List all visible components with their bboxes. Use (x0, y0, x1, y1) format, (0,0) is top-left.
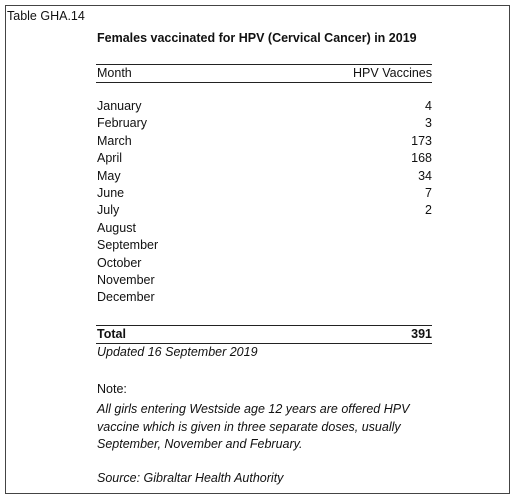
header-bottom-rule (96, 82, 432, 83)
table-row (97, 273, 432, 290)
row-value: 34 (418, 168, 432, 183)
header-top-rule (96, 64, 432, 65)
row-month: July (97, 203, 120, 218)
row-month: January (97, 99, 142, 113)
note-text: All girls entering Westside age 12 years are offered HPV vaccine which is given in three separate doses, usually September, November and February. (97, 402, 410, 451)
table-row (97, 116, 432, 133)
total-label: Total (97, 327, 126, 341)
row-month: March (97, 133, 132, 148)
total-value: 391 (411, 327, 432, 341)
header-month: Month (97, 66, 132, 80)
table-row (97, 186, 432, 203)
total-bottom-rule (96, 343, 432, 344)
total-row (97, 327, 432, 341)
table-row (97, 221, 432, 238)
row-month: February (97, 116, 148, 131)
table-title: Females vaccinated for HPV (Cervical Cancer) in 2019 (97, 31, 417, 45)
table-body (97, 99, 432, 308)
row-month: April (97, 151, 123, 166)
updated-date: Updated 16 September 2019 (97, 345, 258, 359)
table-row (97, 290, 432, 307)
total-top-rule (96, 325, 432, 326)
row-value: 173 (411, 133, 432, 148)
table-row (97, 169, 432, 186)
source-citation: Source: Gibraltar Health Authority (97, 471, 284, 485)
table-row (97, 151, 432, 168)
table-row (97, 203, 432, 220)
table-row (97, 256, 432, 273)
row-month: November (97, 272, 155, 287)
row-month: May (97, 168, 121, 183)
table-row (97, 134, 432, 151)
row-month: September (97, 238, 159, 253)
row-month: October (97, 255, 142, 270)
row-month: December (97, 290, 155, 305)
row-value: 4 (425, 99, 432, 113)
table-row (97, 99, 432, 116)
row-month: June (97, 185, 125, 200)
row-value: 7 (425, 185, 432, 200)
table-id: Table GHA.14 (7, 9, 85, 23)
row-value: 168 (411, 151, 432, 166)
header-hpv-vaccines: HPV Vaccines (353, 66, 432, 80)
note-label: Note: (97, 382, 127, 396)
table-header (97, 66, 432, 80)
row-value: 3 (425, 116, 432, 131)
row-month: August (97, 220, 136, 235)
row-value: 2 (425, 203, 432, 218)
table-row (97, 238, 432, 255)
